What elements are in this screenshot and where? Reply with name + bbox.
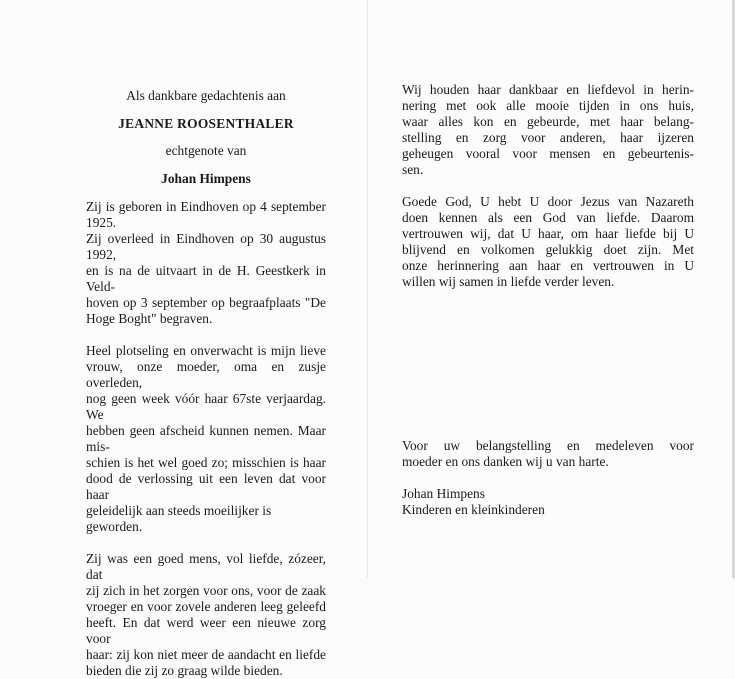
prayer-line: doen kennen als een God van liefde. Daarom xyxy=(402,210,694,225)
para1-line: hebben geen afscheid kunnen nemen. Maar mis- xyxy=(86,423,326,454)
para2-line: Zij was een goed mens, vol liefde, zózeer, dat xyxy=(86,551,326,582)
prayer-line: onze herinnering aan haar en vertrouwen in U xyxy=(402,258,694,273)
prayer-line: vertrouwen wij, dat U haar, om haar liefde bij U xyxy=(402,226,694,241)
card-fold-line xyxy=(367,0,368,578)
death-line-1: Zij overleed in Eindhoven op 30 augustus 1992, xyxy=(86,231,326,262)
spouse-name: Johan Himpens xyxy=(161,171,251,186)
birth-line-1: Zij is geboren in Eindhoven op 4 september xyxy=(86,199,326,214)
spouse-intro: echtgenote van xyxy=(165,143,247,158)
death-line-3: hoven op 3 september op begraafplaats "De xyxy=(86,295,326,310)
memory-line: waar alles kon en gebeurde, met haar belang- xyxy=(402,114,694,129)
para2-line: bieden die zij zo graag wilde bieden. xyxy=(86,663,283,678)
paragraph-passing xyxy=(86,343,326,535)
para1-line: vrouw, onze moeder, oma en zusje overleden, xyxy=(86,359,326,390)
para2-line: zij zich in het zorgen voor ons, voor de zaak xyxy=(86,583,326,598)
para1-line: dood de verlossing uit een leven dat voor haar xyxy=(86,471,326,502)
birth-death-block xyxy=(86,199,326,327)
prayer-line: willen wij samen in liefde verder leven. xyxy=(402,274,615,289)
memory-line: geheugen vooral voor mensen en gebeurtenis- xyxy=(402,146,694,161)
memory-line: stelling en zorg voor anderen, haar ijzeren xyxy=(402,130,694,145)
intro-text: Als dankbare gedachtenis aan xyxy=(126,88,286,103)
thanks-block xyxy=(402,438,694,518)
birth-line-2: 1925. xyxy=(86,215,117,230)
paragraph-memory xyxy=(402,82,694,178)
prayer-line: blijvend en volkomen gelukkig doet zijn. Met xyxy=(402,242,694,257)
para2-line: haar: zij kon niet meer de aandacht en liefde xyxy=(86,647,326,662)
right-page xyxy=(402,82,694,517)
prayer-line: Goede God, U hebt U door Jezus van Nazareth xyxy=(402,194,694,209)
thanks-line: Voor uw belangstelling en medeleven voor xyxy=(402,438,694,453)
signature-block xyxy=(402,486,694,518)
para1-line: geleidelijk aan steeds moeilijker is geworden. xyxy=(86,503,272,534)
deceased-name: JEANNE ROOSENTHALER xyxy=(118,116,294,131)
para1-line: schien is het wel goed zo; misschien is haar xyxy=(86,455,326,470)
memory-line: Wij houden haar dankbaar en liefdevol in herin- xyxy=(402,82,694,97)
memory-line: sen. xyxy=(402,162,424,177)
death-line-4: Hoge Boght" begraven. xyxy=(86,311,213,326)
para1-line: nog geen week vóór haar 67ste verjaardag. We xyxy=(86,391,326,422)
para2-line: heeft. En dat werd weer een nieuwe zorg voor xyxy=(86,615,326,646)
paragraph-character xyxy=(86,551,326,679)
para1-line: Heel plotseling en onverwacht is mijn lieve xyxy=(86,343,326,358)
thanks-line: moeder en ons danken wij u van harte. xyxy=(402,454,609,469)
signature-family: Kinderen en kleinkinderen xyxy=(402,502,545,517)
paragraph-prayer xyxy=(402,194,694,290)
left-page xyxy=(86,88,326,679)
death-line-2: en is na de uitvaart in de H. Geestkerk in Veld- xyxy=(86,263,326,294)
para2-line: vroeger en voor zovele anderen leeg geleefd xyxy=(86,599,326,614)
memory-line: nering met ook alle mooie tijden in ons huis, xyxy=(402,98,694,113)
signature-name: Johan Himpens xyxy=(402,486,485,501)
